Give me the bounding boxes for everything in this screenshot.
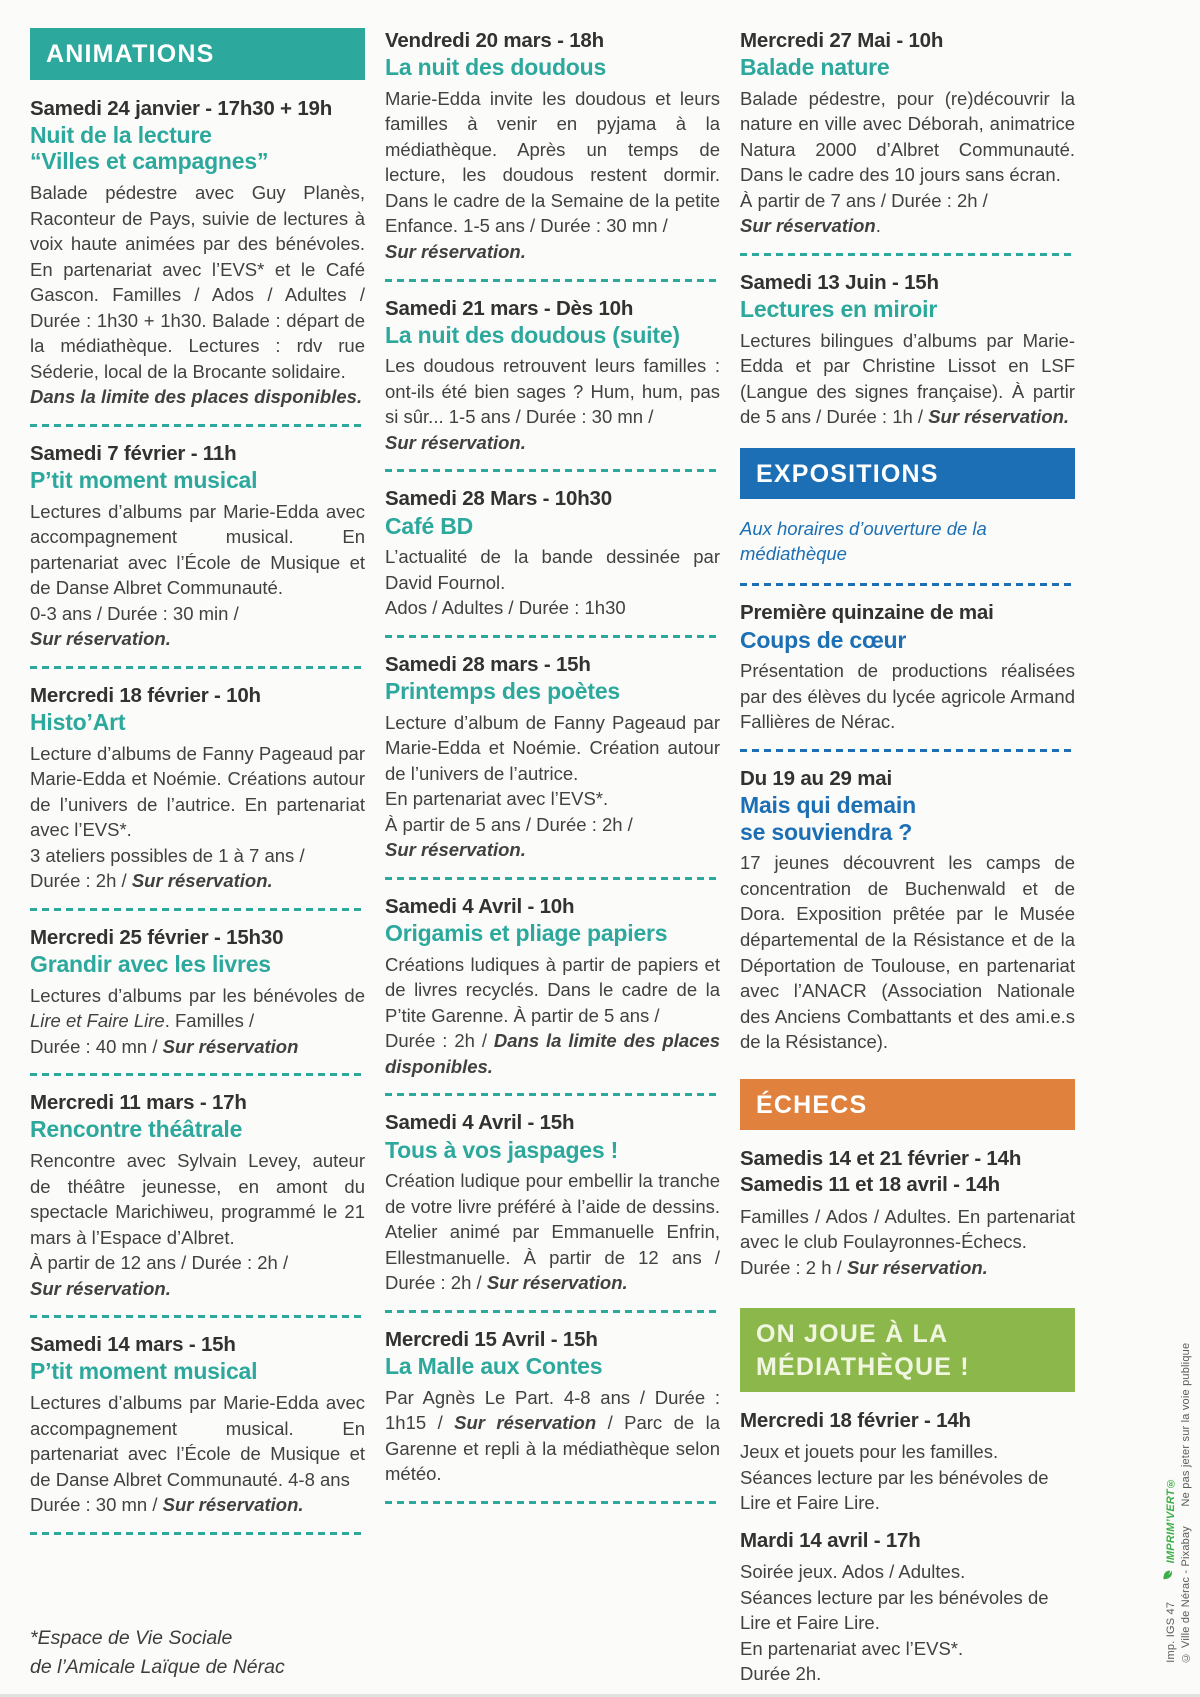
- event-date: [385, 486, 720, 512]
- text-run: Lecture d’albums de Fanny Pageaud par Marie-Edda et Noémie. Créations autour de l’univers de l’autrice. En partenariat avec l’EVS*.: [30, 742, 365, 841]
- text-run: Sur réservation.: [30, 628, 171, 650]
- event-body-paragraph: [385, 710, 720, 787]
- event-title: [385, 513, 720, 540]
- text-run: Lectures bilingues d’albums par Marie-Edda et par Christine Lissot en LSF (Langue des signes française). À partir de 5 ans / Durée : 1h /: [740, 329, 1075, 428]
- event-title-line: P’tit moment musical: [30, 1358, 258, 1385]
- event-block: [30, 925, 365, 1059]
- event-body: [30, 741, 365, 894]
- text-run: 17 jeunes découvrent les camps de concentration de Buchenwald et de Dora. Exposition prêtée par le Musée départemental de la Résistance et de la Déportation de Toulouse, en partenariat avec l’ANACR (Association Nationale des Anciens Combattants et des ami.e.s de la Résistance).: [740, 852, 1075, 1053]
- text-run: Par Agnès Le Part. 4-8 ans / Durée : 1h15 /: [385, 1386, 720, 1434]
- event-block: [740, 1528, 1075, 1687]
- event-title: [385, 322, 720, 349]
- event-date-line: Samedi 7 février - 11h: [30, 441, 237, 465]
- event-date: [30, 441, 365, 467]
- event-date: [385, 1110, 720, 1136]
- event-date-line: Mercredi 15 Avril - 15h: [385, 1327, 598, 1351]
- separator-dashed: [385, 1310, 720, 1313]
- event-title: [740, 296, 1075, 323]
- event-date-line: Samedi 24 janvier - 17h30 + 19h: [30, 96, 333, 120]
- event-body-paragraph: [30, 868, 365, 894]
- event-date: [30, 1332, 365, 1358]
- event-title: [30, 1116, 365, 1143]
- event-body: [385, 1385, 720, 1487]
- event-date: [385, 652, 720, 678]
- event-title: [740, 54, 1075, 81]
- text-run: Durée : 30 mn /: [30, 1494, 163, 1516]
- text-run: Sur réservation.: [928, 406, 1070, 428]
- event-body: [385, 952, 720, 1080]
- text-run: Séances lecture par les bénévoles de Lire et Faire Lire.: [740, 1586, 1049, 1634]
- event-body-paragraph: [740, 188, 1075, 214]
- event-date-line: Première quinzaine de mai: [740, 601, 994, 625]
- separator-dashed: [385, 877, 720, 880]
- leaf-icon: [1165, 1567, 1177, 1583]
- text-run: / Parc de la Garenne et repli à la médiathèque selon météo.: [385, 1412, 720, 1485]
- event-body-paragraph: [740, 1465, 1075, 1516]
- separator-dashed: [385, 1501, 720, 1504]
- event-title: [30, 951, 365, 978]
- event-date: [385, 894, 720, 920]
- event-body-paragraph: [385, 1385, 720, 1487]
- event-body: [385, 710, 720, 863]
- text-run: Présentation de productions réalisées par des élèves du lycée agricole Armand Fallières de Nérac.: [740, 660, 1075, 733]
- separator-dashed: [30, 424, 365, 427]
- event-body: [30, 983, 365, 1060]
- text-run: Lectures d’albums par Marie-Edda avec accompagnement musical. En partenariat avec l’École de Musique et de Danse Albret Communauté. 4-8 ans: [30, 1392, 365, 1490]
- event-body-paragraph: [30, 1492, 365, 1518]
- event-title-line: Tous à vos jaspages !: [385, 1136, 619, 1163]
- event-title: [30, 1358, 365, 1385]
- event-body-paragraph: [30, 626, 365, 652]
- text-run: Marie-Edda invite les doudous et leurs familles à venir en pyjama à la médiathèque. Après un temps de lecture, les doudous restent dormir. Dans le cadre de la Semaine de la petite Enfance. 1-5 ans / Durée : 30 mn /: [385, 87, 720, 237]
- event-date-line: Samedi 13 Juin - 15h: [740, 271, 939, 294]
- event-body: [385, 353, 720, 455]
- separator-dashed: [30, 666, 365, 669]
- text-run: Sur réservation.: [30, 1277, 171, 1299]
- event-title: [385, 920, 720, 947]
- text-run: Lectures d’albums par Marie-Edda avec accompagnement musical. En partenariat avec l’École de Musique et de Danse Albret Communauté.: [30, 500, 365, 599]
- print-edge-imprint: [1162, 1343, 1192, 1663]
- event-body: [30, 499, 365, 652]
- text-run: Dans la limite des places disponibles.: [30, 386, 363, 408]
- event-body-paragraph: [740, 86, 1075, 188]
- event-block: [30, 1090, 365, 1301]
- event-body-paragraph: [740, 1585, 1075, 1636]
- event-title-line: La nuit des doudous (suite): [385, 321, 680, 348]
- event-date-line: Mercredi 18 février - 10h: [30, 683, 261, 707]
- event-body: [740, 1439, 1075, 1516]
- event-date-line: Mercredi 18 février - 14h: [740, 1409, 971, 1433]
- text-run: Lecture d’album de Fanny Pageaud par Marie-Edda et Noémie. Création autour de l’univers de l’autrice.: [385, 711, 720, 784]
- text-run: . Familles /: [164, 1010, 255, 1032]
- event-date: [740, 1146, 1075, 1198]
- event-body-paragraph: [385, 86, 720, 239]
- event-block: [740, 270, 1075, 430]
- event-title-line: Nuit de la lecture: [30, 121, 212, 148]
- event-date-line: Du 19 au 29 mai: [740, 766, 892, 790]
- event-block: [385, 28, 720, 265]
- event-date: [30, 683, 365, 709]
- copyright-note: © Ville de Nérac - Pixabay: [1180, 1525, 1192, 1663]
- separator-dashed: [30, 908, 365, 911]
- event-body-paragraph: [30, 1250, 365, 1276]
- event-body-paragraph: [740, 1255, 1075, 1281]
- text-run: Durée : 2h /: [30, 870, 132, 892]
- event-body-paragraph: [740, 1661, 1075, 1687]
- text-run: Balade pédestre, pour (re)découvrir la nature en ville avec Déborah, animatrice Natura 2000 d’Albret Communauté. Dans le cadre des 10 jours sans écran.: [740, 87, 1075, 186]
- event-date-line: Mercredi 27 Mai - 10h: [740, 29, 944, 52]
- event-body-paragraph: [385, 353, 720, 430]
- text-run: Lire et Faire Lire: [30, 1010, 165, 1032]
- event-date: [30, 96, 365, 122]
- event-date-line: Samedi 28 mars - 15h: [385, 652, 591, 676]
- event-body: [740, 850, 1075, 1054]
- event-body-paragraph: [740, 328, 1075, 430]
- litter-notice: Ne pas jeter sur la voie publique: [1180, 1342, 1192, 1507]
- text-run: À partir de 7 ans / Durée : 2h /: [740, 189, 988, 211]
- event-date: [385, 28, 720, 54]
- column-left: [30, 28, 365, 1689]
- event-title-line: Origamis et pliage papiers: [385, 920, 668, 947]
- event-body: [385, 86, 720, 265]
- text-run: Sur réservation.: [162, 1494, 304, 1516]
- text-run: Sur réservation: [454, 1412, 597, 1434]
- text-run: Ados / Adultes / Durée : 1h30: [385, 597, 626, 619]
- printer-imprint: Imp. IGS 47: [1165, 1602, 1177, 1663]
- section-header-expositions: [740, 448, 1075, 500]
- text-run: Sur réservation.: [846, 1256, 988, 1278]
- section-header-echecs: [740, 1079, 1075, 1131]
- event-block: [385, 894, 720, 1079]
- section-header-text: MÉDIATHÈQUE !: [756, 1352, 970, 1381]
- event-body: [385, 544, 720, 621]
- separator-dashed: [385, 279, 720, 282]
- text-run: Sur réservation.: [385, 241, 526, 262]
- event-date-line: Vendredi 20 mars - 18h: [385, 29, 604, 52]
- event-body-paragraph: [385, 239, 720, 265]
- separator-dashed: [385, 635, 720, 638]
- event-block: [385, 1110, 720, 1295]
- event-date: [385, 296, 720, 322]
- event-body: [30, 1148, 365, 1301]
- event-date: [740, 600, 1075, 626]
- event-body: [740, 328, 1075, 430]
- separator-dashed: [740, 583, 1075, 586]
- event-date: [740, 766, 1075, 792]
- event-block: [30, 683, 365, 894]
- event-title-line: Lectures en miroir: [740, 296, 938, 323]
- text-run: À partir de 12 ans / Durée : 2h /: [30, 1252, 289, 1274]
- event-body: [740, 86, 1075, 239]
- event-body-paragraph: [30, 601, 365, 627]
- section-header-animations: [30, 28, 365, 80]
- event-date-line: Samedis 11 et 18 avril - 14h: [740, 1173, 1000, 1197]
- section-header-text: ÉCHECS: [756, 1090, 868, 1119]
- event-body-paragraph: [740, 658, 1075, 735]
- separator-dashed: [30, 1073, 365, 1076]
- event-body-paragraph: [30, 1148, 365, 1250]
- event-date-line: Mercredi 25 février - 15h30: [30, 925, 284, 949]
- event-title-line: P’tit moment musical: [30, 466, 258, 493]
- section-header-on-joue-a-la: [740, 1308, 1075, 1392]
- event-title-line: Café BD: [385, 512, 474, 539]
- event-block: [30, 1332, 365, 1517]
- text-run: Séances lecture par les bénévoles de Lire et Faire Lire.: [740, 1466, 1049, 1514]
- event-date: [740, 1408, 1075, 1434]
- text-run: Familles / Ados / Adultes. En partenariat avec le club Foulayronnes-Échecs.: [740, 1205, 1075, 1253]
- separator-dashed: [740, 749, 1075, 752]
- separator-dashed: [30, 1315, 365, 1318]
- event-date-line: Samedi 14 mars - 15h: [30, 1333, 236, 1357]
- event-body: [740, 658, 1075, 735]
- expositions-hours-note: Aux horaires d’ouverture de la médiathèque: [740, 518, 987, 565]
- event-body-paragraph: [385, 1168, 720, 1296]
- event-block: [385, 1327, 720, 1487]
- event-title: [385, 1137, 720, 1164]
- event-body-paragraph: [385, 952, 720, 1029]
- event-title-line: Grandir avec les livres: [30, 950, 271, 977]
- event-date-line: Samedi 4 Avril - 15h: [385, 1111, 575, 1135]
- imprimvert-label: IMPRIM’VERT®: [1165, 1477, 1177, 1564]
- event-date: [385, 1327, 720, 1353]
- footnote-line: *Espace de Vie Sociale: [30, 1627, 233, 1650]
- event-title-line: “Villes et campagnes”: [30, 148, 269, 175]
- event-date: [30, 925, 365, 951]
- event-date: [740, 28, 1075, 54]
- event-title: [740, 627, 1075, 654]
- event-body-paragraph: [740, 1559, 1075, 1585]
- event-body-paragraph: [30, 180, 365, 384]
- event-title-line: Rencontre théâtrale: [30, 1116, 243, 1143]
- event-body-paragraph: [740, 1636, 1075, 1662]
- event-block: [30, 96, 365, 410]
- text-run: En partenariat avec l’EVS*.: [385, 788, 609, 810]
- text-run: .: [875, 215, 881, 237]
- text-run: Sur réservation.: [385, 431, 526, 453]
- section-header-text: ON JOUE À LA: [756, 1320, 949, 1349]
- column-right: [740, 28, 1075, 1689]
- event-body: [30, 180, 365, 410]
- separator-dashed: [30, 1532, 365, 1535]
- event-block: [385, 486, 720, 620]
- event-block: [740, 1146, 1075, 1280]
- text-run: Rencontre avec Sylvain Levey, auteur de théâtre jeunesse, en amont du spectacle Marichiweu, programmé le 21 mars à l’Espace d’Albret.: [30, 1150, 365, 1248]
- event-title: [385, 1353, 720, 1380]
- text-run: Sur réservation: [740, 215, 876, 237]
- event-date: [30, 1090, 365, 1116]
- event-body-paragraph: [30, 741, 365, 843]
- event-title: [385, 678, 720, 705]
- event-title: [385, 54, 720, 81]
- text-run: Jeux et jouets pour les familles.: [740, 1441, 999, 1463]
- text-run: Créations ludiques à partir de papiers et de livres recyclés. Dans le cadre de la P’tite Garenne. À partir de 5 ans /: [385, 953, 720, 1026]
- event-block: [740, 766, 1075, 1055]
- event-body-paragraph: [30, 499, 365, 601]
- event-body-paragraph: [740, 850, 1075, 1054]
- text-run: Sur réservation.: [385, 839, 526, 861]
- evs-footnote: [30, 1624, 365, 1689]
- columns-container: [30, 28, 1075, 1685]
- event-title: [30, 467, 365, 494]
- event-block: [385, 296, 720, 456]
- event-date-line: Mardi 14 avril - 17h: [740, 1528, 921, 1552]
- text-run: 3 ateliers possibles de 1 à 7 ans /: [30, 844, 305, 866]
- event-body-paragraph: [30, 983, 365, 1034]
- event-title: [740, 792, 1075, 845]
- event-body-paragraph: [740, 1204, 1075, 1255]
- event-date-line: Samedi 4 Avril - 10h: [385, 894, 575, 918]
- event-body-paragraph: [740, 213, 1075, 239]
- event-date-line: Samedis 14 et 21 février - 14h: [740, 1147, 1022, 1171]
- event-title: [30, 122, 365, 175]
- text-run: 0-3 ans / Durée : 30 min /: [30, 602, 239, 624]
- text-run: Dans la limite des places disponibles.: [385, 1030, 720, 1077]
- event-date-line: Mercredi 11 mars - 17h: [30, 1091, 247, 1115]
- event-body-paragraph: [30, 1276, 365, 1302]
- text-run: L’actualité de la bande dessinée par David Fournol.: [385, 546, 720, 593]
- event-body-paragraph: [385, 837, 720, 863]
- event-title-line: La Malle aux Contes: [385, 1353, 603, 1380]
- section-header-text: ANIMATIONS: [46, 40, 215, 68]
- separator-dashed: [385, 1093, 720, 1096]
- event-body: [385, 1168, 720, 1296]
- event-block: [740, 600, 1075, 734]
- text-run: Lectures d’albums par les bénévoles de: [30, 984, 365, 1006]
- event-title-line: se souviendra ?: [740, 818, 913, 845]
- footnote-line: de l’Amicale Laïque de Nérac: [30, 1656, 285, 1679]
- event-body-paragraph: [385, 812, 720, 838]
- event-date-line: Samedi 28 Mars - 10h30: [385, 487, 612, 511]
- event-title-line: Printemps des poètes: [385, 678, 621, 705]
- event-body-paragraph: [385, 430, 720, 456]
- event-block: [740, 28, 1075, 239]
- event-block: [740, 1408, 1075, 1516]
- text-run: Sur réservation: [162, 1035, 299, 1057]
- text-run: Durée : 2 h /: [740, 1256, 847, 1278]
- event-body-paragraph: [385, 786, 720, 812]
- section-header-text: EXPOSITIONS: [756, 459, 939, 488]
- event-block: [385, 652, 720, 863]
- event-title: [30, 709, 365, 736]
- event-title-line: Balade nature: [740, 54, 890, 81]
- text-run: Durée : 2h /: [385, 1030, 494, 1052]
- event-block: [30, 441, 365, 652]
- event-date: [740, 270, 1075, 296]
- event-body-paragraph: [30, 1390, 365, 1492]
- credits-line: [1180, 1343, 1192, 1663]
- event-title-line: Histo’Art: [30, 708, 126, 735]
- text-run: En partenariat avec l’EVS*.: [740, 1637, 964, 1659]
- column-middle: [385, 28, 720, 1689]
- event-body: [740, 1204, 1075, 1281]
- text-run: Durée : 40 mn /: [30, 1035, 163, 1057]
- event-body-paragraph: [385, 1028, 720, 1079]
- text-run: Les doudous retrouvent leurs familles : ont-ils été bien sages ? Hum, hum, pas si sûr... 1-5 ans / Durée : 30 mn /: [385, 355, 720, 428]
- event-body: [30, 1390, 365, 1518]
- event-body-paragraph: [385, 595, 720, 621]
- event-body-paragraph: [385, 544, 720, 595]
- event-body-paragraph: [30, 843, 365, 869]
- text-run: Balade pédestre avec Guy Planès, Raconteur de Pays, suivie de lectures à voix haute animées par des bénévoles. En partenariat avec l’EVS* et le Café Gascon. Familles / Ados / Adultes / Durée : 1h30 + 1h30. Balade : départ de la médiathèque. Lectures : rdv rue Séderie, local de la Brocante solidaire.: [30, 182, 365, 382]
- text-run: Soirée jeux. Ados / Adultes.: [740, 1561, 966, 1583]
- separator-dashed: [740, 253, 1075, 256]
- text-run: Sur réservation.: [131, 870, 273, 892]
- event-body-paragraph: [30, 384, 365, 410]
- event-title-line: La nuit des doudous: [385, 54, 607, 81]
- event-title-line: Mais qui demain: [740, 792, 916, 819]
- event-title-line: Coups de cœur: [740, 626, 907, 653]
- text-run: Création ludique pour embellir la tranche de votre livre préféré à l’aide de dessins. Atelier animé par Emmanuelle Enfrin, Ellestmanuelle. À partir de 12 ans / Durée : 2h /: [385, 1170, 720, 1294]
- event-body-paragraph: [30, 1034, 365, 1060]
- imprint-line: [1162, 1477, 1177, 1663]
- event-date-line: Samedi 21 mars - Dès 10h: [385, 296, 634, 320]
- text-run: Sur réservation.: [486, 1272, 628, 1294]
- event-body: [740, 1559, 1075, 1687]
- event-date: [740, 1528, 1075, 1554]
- text-run: À partir de 5 ans / Durée : 2h /: [385, 813, 633, 835]
- text-run: Durée 2h.: [740, 1663, 822, 1685]
- separator-dashed: [385, 469, 720, 472]
- event-body-paragraph: [740, 1439, 1075, 1465]
